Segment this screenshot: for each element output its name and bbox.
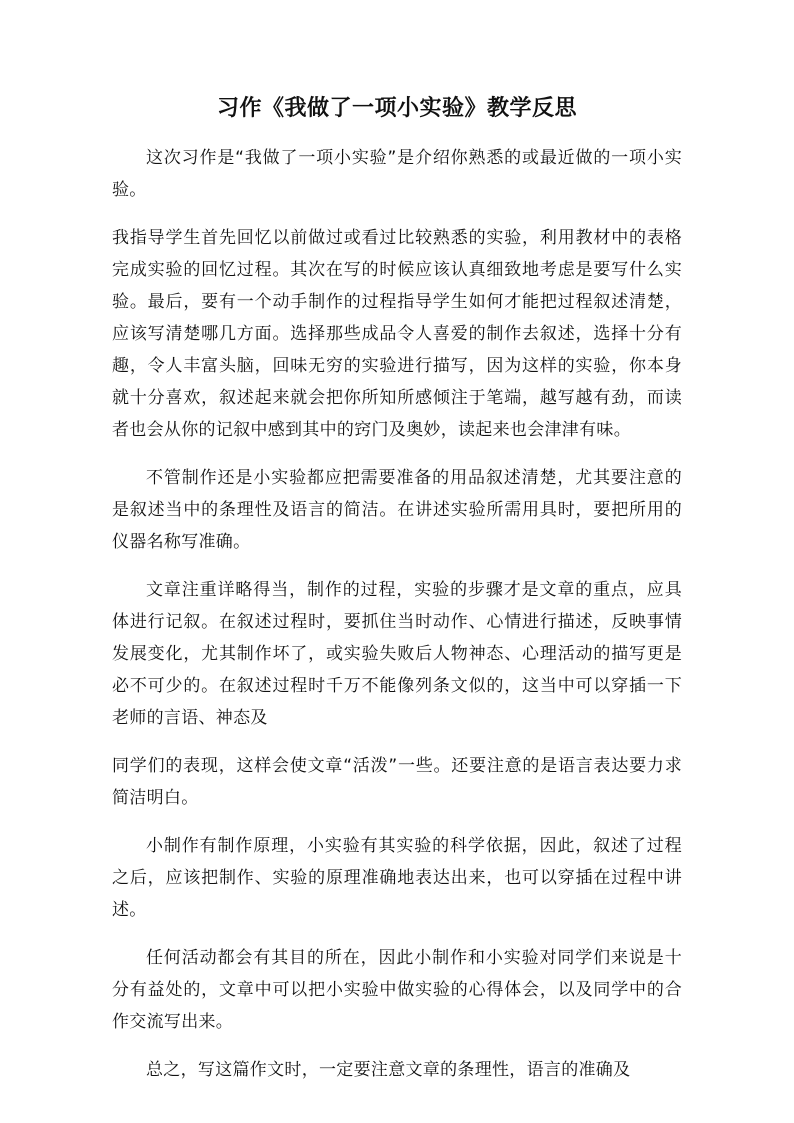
paragraph-5: 同学们的表现，这样会使文章“活泼”一些。还要注意的是语言表达要力求简洁明白。 (112, 756, 682, 808)
paragraph-6: 小制作有制作原理，小实验有其实验的科学依据，因此，叙述了过程之后，应该把制作、实验的原理准确地表达出来，也可以穿插在过程中讲述。 (112, 836, 682, 920)
paragraph-8: 总之，写这篇作文时，一定要注意文章的条理性，语言的准确及 (146, 1060, 631, 1080)
paragraph-3: 不管制作还是小实验都应把需要准备的用品叙述清楚，尤其要注意的是叙述当中的条理性及语言的简洁。在讲述实验所需用具时，要把所用的仪器名称写准确。 (112, 468, 682, 552)
page-title: 习作《我做了一项小实验》教学反思 (216, 96, 577, 121)
paragraph-2: 我指导学生首先回忆以前做过或看过比较熟悉的实验，利用教材中的表格完成实验的回忆过程。其次在写的时候应该认真细致地考虑是要写什么实验。最后，要有一个动手制作的过程指导学生如何才能把过程叙述清楚，应该写清楚哪几方面。选择那些成品令人喜爱的制作去叙述，选择十分有趣，令人丰富头脑，回味无穷的实验进行描写，因为这样的实验，你本身就十分喜欢，叙述起来就会把你所知所感倾注于笔端，越写越有劲，而读者也会从你的记叙中感到其中的窍门及奥妙，读起来也会津津有味。 (112, 228, 682, 440)
paragraph-1: 这次习作是“我做了一项小实验”是介绍你熟悉的或最近做的一项小实验。 (112, 148, 682, 200)
paragraph-4: 文章注重详略得当，制作的过程，实验的步骤才是文章的重点，应具体进行记叙。在叙述过程时，要抓住当时动作、心情进行描述，反映事情发展变化，尤其制作坏了，或实验失败后人物神态、心理活动的描写更是必不可少的。在叙述过程时千万不能像列条文似的，这当中可以穿插一下老师的言语、神态及 (112, 580, 682, 728)
paragraph-7: 任何活动都会有其目的所在，因此小制作和小实验对同学们来说是十分有益处的，文章中可以把小实验中做实验的心得体会，以及同学中的合作交流写出来。 (112, 948, 682, 1032)
document-body (112, 142, 682, 1102)
